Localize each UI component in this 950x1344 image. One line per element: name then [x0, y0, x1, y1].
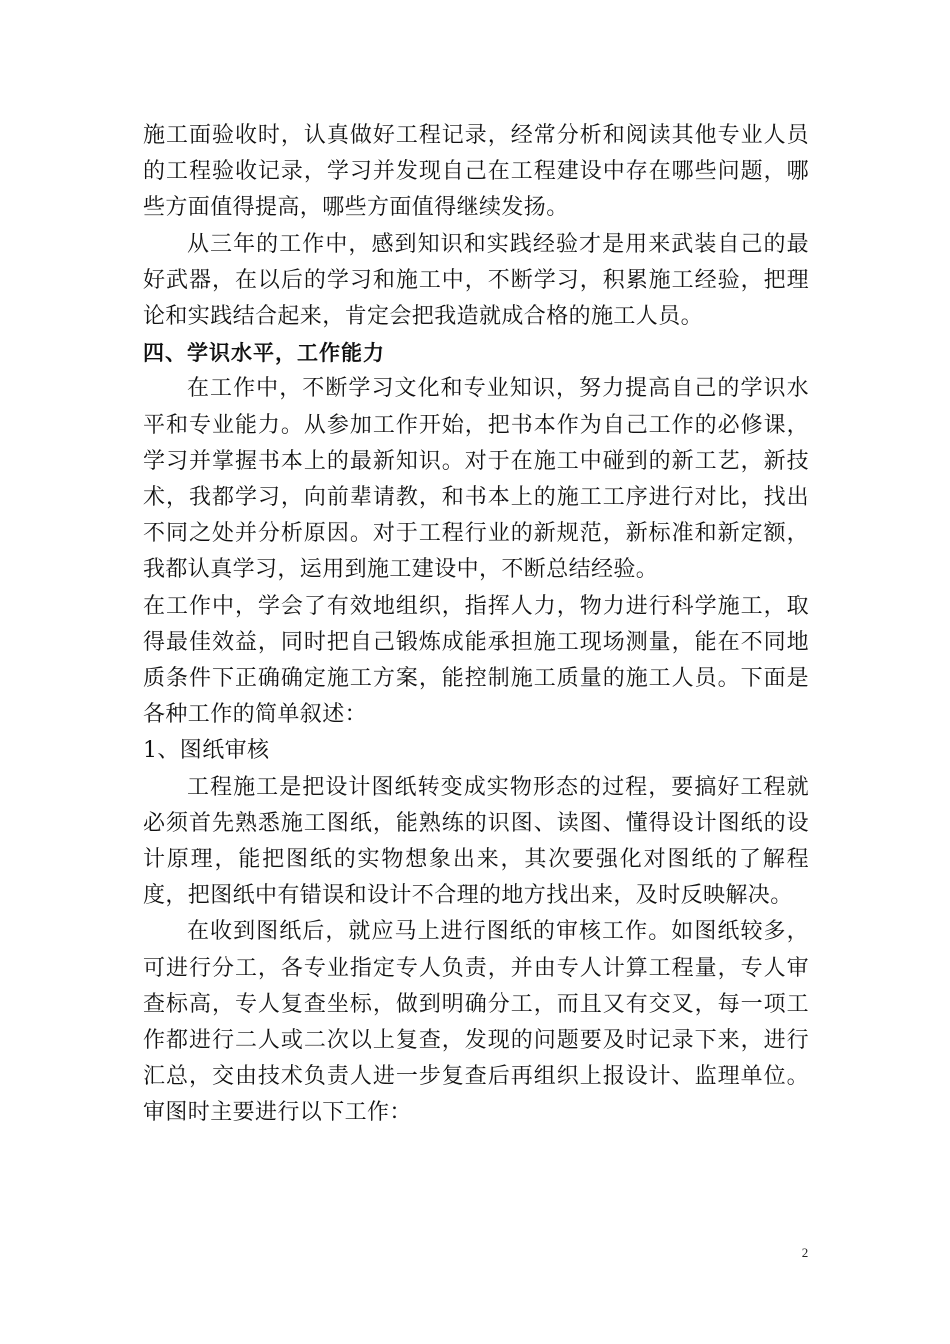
document-body	[143, 118, 809, 1132]
paragraph-organization-skills: 在工作中，学会了有效地组织，指挥人力，物力进行科学施工，取得最佳效益，同时把自己锻炼成能承担施工现场测量，能在不同地质条件下正确确定施工方案，能控制施工质量的施工人员。下面是各种工作的简单叙述：	[143, 593, 809, 728]
subheading-drawing-review: 1、图纸审核	[143, 738, 270, 764]
paragraph-drawing-review-process: 在收到图纸后，就应马上进行图纸的审核工作。如图纸较多，可进行分工，各专业指定专人负责，并由专人计算工程量，专人审查标高，专人复查坐标，做到明确分工，而且又有交叉，每一项工作都进行二人或二次以上复查，发现的问题要及时记录下来，进行汇总，交由技术负责人进一步复查后再组织上报设计、监理单位。审图时主要进行以下工作：	[143, 919, 809, 1126]
section-heading-knowledge-ability: 四、学识水平，工作能力	[143, 341, 385, 366]
page-number: 2	[801, 1245, 809, 1260]
paragraph-drawing-understanding: 工程施工是把设计图纸转变成实物形态的过程，要搞好工程就必须首先熟悉施工图纸，能熟练的识图、读图、懂得设计图纸的设计原理，能把图纸的实物想象出来，其次要强化对图纸的了解程度，把图纸中有错误和设计不合理的地方找出来，及时反映解决。	[143, 774, 809, 909]
paragraph-continuous-learning: 在工作中，不断学习文化和专业知识，努力提高自己的学识水平和专业能力。从参加工作开始，把书本作为自己工作的必修课，学习并掌握书本上的最新知识。对于在施工中碰到的新工艺，新技术，我都学习，向前辈请教，和书本上的施工工序进行对比，找出不同之处并分析原因。对于工程行业的新规范，新标准和新定额，我都认真学习，运用到施工建设中，不断总结经验。	[143, 376, 809, 583]
paragraph-acceptance-records: 施工面验收时，认真做好工程记录，经常分析和阅读其他专业人员的工程验收记录，学习并发现自己在工程建设中存在哪些问题，哪些方面值得提高，哪些方面值得继续发扬。	[143, 123, 809, 221]
paragraph-three-years-experience: 从三年的工作中，感到知识和实践经验才是用来武装自己的最好武器，在以后的学习和施工中，不断学习，积累施工经验，把理论和实践结合起来，肯定会把我造就成合格的施工人员。	[143, 231, 809, 330]
